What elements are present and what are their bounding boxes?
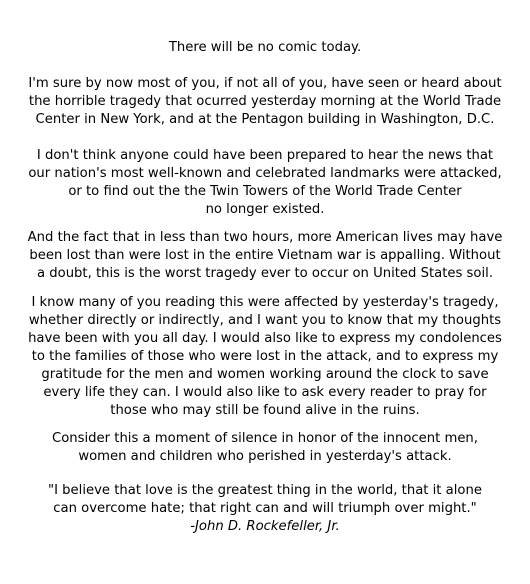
- paragraph-line: Center in New York, and at the Pentagon building in Washington, D.C.: [35, 112, 495, 127]
- quote-line: "I believe that love is the greatest thing in the world, that it alone: [48, 483, 482, 498]
- paragraph-line: every life they can. I would also like to ask every reader to pray for: [43, 385, 487, 400]
- paragraph-line: gratitude for the men and women working around the clock to save: [41, 367, 489, 382]
- paragraph-3: [0, 229, 530, 283]
- paragraph-4: [0, 294, 530, 420]
- closing-quote: [0, 482, 530, 536]
- paragraph-line: Consider this a moment of silence in honor of the innocent men,: [52, 431, 478, 446]
- paragraph-line: whether directly or indirectly, and I want you to know that my thoughts: [28, 313, 502, 328]
- paragraph-1: [0, 75, 530, 129]
- paragraph-line: have been with you all day. I would also like to express my condolences: [28, 331, 502, 346]
- heading-line: There will be no comic today.: [168, 40, 362, 55]
- quote-attribution: -John D. Rockefeller, Jr.: [190, 519, 340, 534]
- paragraph-line: or to find out the the Twin Towers of the World Trade Center: [68, 184, 462, 199]
- paragraph-line: the horrible tragedy that ocurred yesterday morning at the World Trade: [28, 94, 502, 109]
- paragraph-line: And the fact that in less than two hours, more American lives may have: [27, 230, 503, 245]
- paragraph-line: women and children who perished in yesterday's attack.: [78, 449, 452, 464]
- quote-line: can overcome hate; that right can and will triumph over might.": [53, 501, 477, 516]
- paragraph-line: our nation's most well-known and celebrated landmarks were attacked,: [28, 166, 502, 181]
- paragraph-line: to the families of those who were lost in the attack, and to express my: [31, 349, 499, 364]
- paragraph-line: no longer existed.: [205, 202, 325, 217]
- paragraph-2: [0, 147, 530, 219]
- paragraph-line: I don't think anyone could have been prepared to hear the news that: [36, 148, 494, 163]
- message-heading: [0, 39, 530, 57]
- paragraph-line: a doubt, this is the worst tragedy ever to occur on United States soil.: [36, 266, 494, 281]
- paragraph-5: [0, 430, 530, 466]
- paragraph-line: I'm sure by now most of you, if not all of you, have seen or heard about: [28, 76, 502, 91]
- paragraph-line: I know many of you reading this were affected by yesterday's tragedy,: [31, 295, 499, 310]
- paragraph-line: those who may still be found alive in the ruins.: [110, 403, 420, 418]
- paragraph-line: been lost than were lost in the entire Vietnam war is appalling. Without: [29, 248, 501, 263]
